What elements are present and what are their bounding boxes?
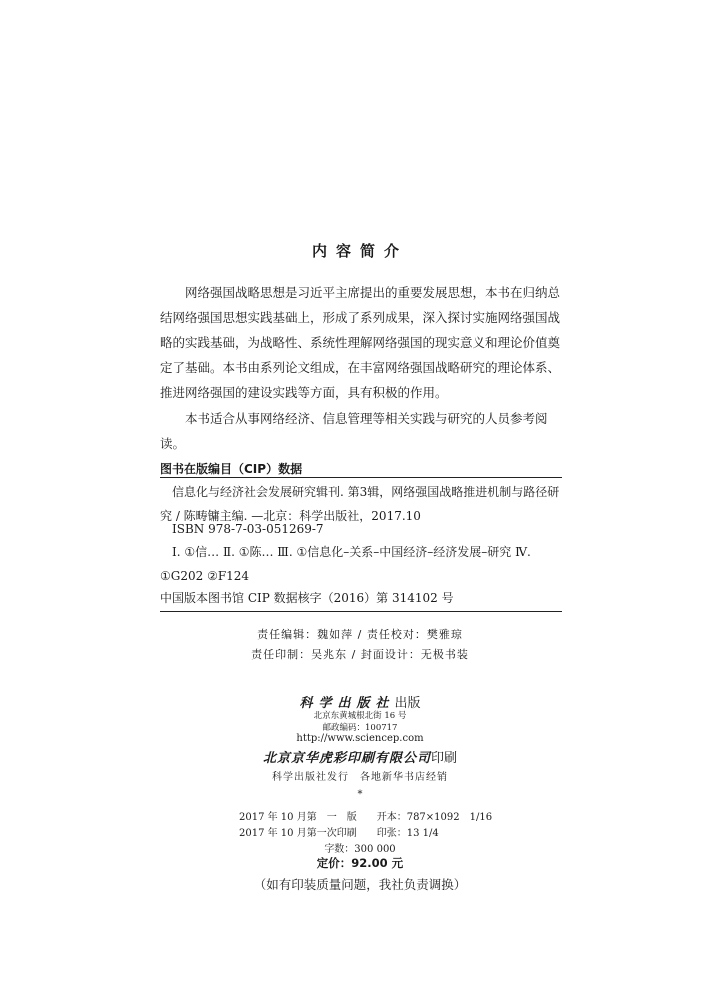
audience-paragraph-text: 本书适合从事网络经济、信息管理等相关实践与研究的人员参考阅读。 <box>160 411 548 451</box>
printer-name: 北京京华虎彩印刷有限公司 <box>262 751 431 766</box>
cip-record-text: 中国版本图书馆 CIP 数据核字（2016）第 314102 号 <box>160 591 454 605</box>
publisher-postcode: 邮政编码：100717 <box>322 723 398 733</box>
intro-title: 内容简介 <box>311 242 408 260</box>
separator-asterisk: * <box>357 789 363 800</box>
cip-isbn <box>160 517 562 541</box>
publisher-address: 北京东黄城根北街 16 号 <box>313 711 407 721</box>
intro-paragraph <box>160 280 562 405</box>
word-count: 字数：300 000 <box>324 844 396 855</box>
edition-row: 2017 年 10 月第 一 版 开本：787×1092 1/16 <box>239 812 493 823</box>
quality-note: （如有印装质量问题，我社负责调换） <box>253 877 467 892</box>
audience-paragraph <box>160 406 562 456</box>
cip-top-rule <box>160 477 562 478</box>
printer-suffix: 印刷 <box>431 751 458 766</box>
cip-record <box>160 586 562 610</box>
cip-classification <box>160 540 562 588</box>
cip-bottom-rule <box>160 611 562 612</box>
price: 定价：92.00 元 <box>316 856 404 870</box>
publisher-website: http://www.sciencep.com <box>296 733 424 744</box>
staff-production: 责任印制：吴兆东 / 封面设计：无极书装 <box>251 648 469 661</box>
cip-isbn-text: ISBN 978-7-03-051269-7 <box>172 522 324 536</box>
cip-classification-text: Ⅰ. ①信… Ⅱ. ①陈… Ⅲ. ①信息化–关系–中国经济–经济发展–研究 Ⅳ. ①G202 ②F124 <box>160 545 531 583</box>
printing-row: 2017 年 10 月第一次印刷 印张：13 1/4 <box>239 828 439 839</box>
distribution-line: 科学出版社发行 各地新华书店经销 <box>272 772 448 783</box>
cip-entry-text: 信息化与经济社会发展研究辑刊. 第3辑，网络强国战略推进机制与路径研究 / 陈畴镛主编. —北京：科学出版社，2017.10 <box>160 485 560 523</box>
publisher-name: 科学出版社 <box>299 696 395 711</box>
cip-heading: 图书在版编目（CIP）数据 <box>160 462 303 476</box>
intro-paragraph-text: 网络强国战略思想是习近平主席提出的重要发展思想，本书在归纳总结网络强国思想实践基础上，形成了系列成果，深入探讨实施网络强国战略的实践基础，为战略性、系统性理解网络强国的现实意义和理论价值奠定了基础。本书由系列论文组成，在丰富网络强国战略研究的理论体系、推进网络强国的建设实践等方面，具有积极的作用。 <box>160 285 561 400</box>
staff-editors: 责任编辑：魏如萍 / 责任校对：樊雅琼 <box>257 628 463 641</box>
printer-line <box>0 747 720 766</box>
publisher-suffix: 出版 <box>394 696 421 711</box>
